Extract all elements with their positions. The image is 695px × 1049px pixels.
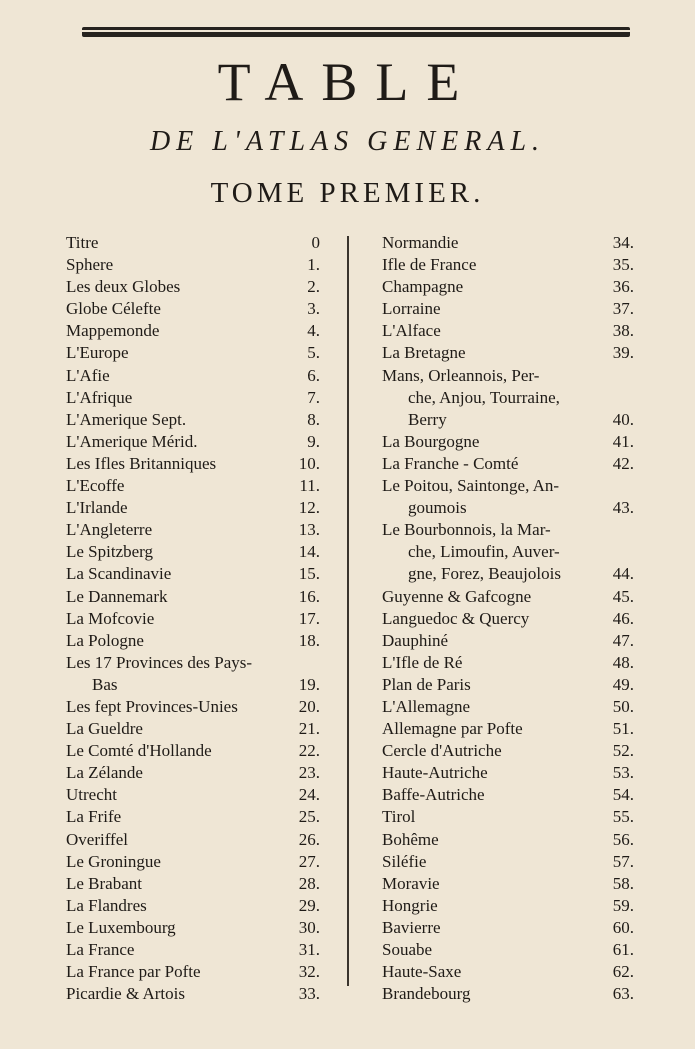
entry-page-number: 14. (298, 542, 320, 562)
index-entry (66, 740, 320, 762)
entry-page-number: 36. (612, 277, 634, 297)
entry-page-number: 19. (298, 674, 320, 694)
entry-page-number: 51. (612, 719, 634, 739)
index-entry (382, 541, 634, 563)
entry-label: Brandebourg (382, 984, 471, 1004)
index-entry (382, 806, 634, 828)
entry-page-number (600, 475, 634, 497)
entry-page-number: 48. (612, 652, 634, 672)
index-entry (382, 586, 634, 608)
entry-label: Globe Célefte (66, 299, 161, 319)
top-ornamental-rule (82, 27, 630, 37)
index-entry (382, 431, 634, 453)
entry-page-number: 1. (307, 255, 320, 275)
entry-page-number: 57. (612, 851, 634, 871)
index-entry (66, 475, 320, 497)
entry-page-number: 45. (612, 586, 634, 606)
entry-page-number: 23. (298, 763, 320, 783)
index-entry (382, 608, 634, 630)
entry-page-number: 29. (298, 895, 320, 915)
entry-label: Hongrie (382, 895, 438, 915)
index-entry (382, 740, 634, 762)
entry-label: che, Anjou, Tourraine, (408, 387, 560, 407)
entry-label: Normandie (382, 233, 459, 252)
index-entry (382, 453, 634, 475)
entry-page-number: 11. (299, 476, 320, 496)
index-entry (382, 895, 634, 917)
index-entry (66, 320, 320, 342)
entry-label: La Pologne (66, 630, 144, 650)
index-entry (382, 387, 634, 409)
entry-label: Le Spitzberg (66, 542, 154, 562)
index-entry (382, 475, 634, 497)
index-entry (66, 497, 320, 519)
index-entry (66, 829, 320, 851)
column-divider (347, 236, 349, 986)
index-entry (66, 917, 320, 939)
volume-heading: TOME PREMIER. (210, 177, 485, 209)
entry-page-number: 25. (298, 807, 320, 827)
entry-label: La France (66, 940, 135, 959)
entry-page-number: 22. (298, 741, 320, 761)
entry-label: L'Angleterre (66, 520, 153, 540)
entry-page-number: 38. (612, 321, 634, 341)
entry-label: Les deux Globes (66, 277, 181, 297)
index-entry (66, 541, 320, 563)
index-entry (66, 409, 320, 431)
index-entry (382, 718, 634, 740)
entry-label: L'Allemagne (382, 696, 471, 716)
entry-label: Cercle d'Autriche (382, 741, 502, 761)
entry-page-number: 58. (612, 873, 634, 893)
index-entry (66, 453, 320, 475)
entry-page-number: 16. (298, 586, 320, 606)
index-entry (66, 674, 320, 696)
entry-label: Utrecht (66, 785, 117, 805)
index-entry (382, 829, 634, 851)
entry-label: Champagne (382, 277, 464, 297)
entry-label: L'Ecoffe (66, 476, 125, 496)
entry-page-number: 46. (612, 608, 634, 628)
index-entry (66, 806, 320, 828)
index-entry (66, 873, 320, 895)
page-title: TABLE (217, 52, 478, 112)
entry-page-number: 61. (612, 940, 634, 959)
index-entry (66, 895, 320, 917)
index-entry (382, 873, 634, 895)
entry-label: Bavierre (382, 917, 441, 937)
index-entry (382, 254, 634, 276)
entry-label: La Scandinavie (66, 564, 172, 584)
entry-page-number: 40. (612, 409, 634, 429)
entry-label: Souabe (382, 940, 433, 959)
index-entry (382, 917, 634, 939)
index-entry (66, 608, 320, 630)
entry-label: Plan de Paris (382, 674, 471, 694)
entry-label: Haute-Autriche (382, 763, 488, 783)
entry-page-number: 10. (298, 453, 320, 473)
entry-page-number (600, 365, 634, 387)
entry-page-number: 6. (307, 365, 320, 385)
index-entry (66, 276, 320, 298)
entry-label: Les fept Provinces-Unies (66, 696, 238, 716)
index-entry (66, 696, 320, 718)
entry-label: Moravie (382, 873, 440, 893)
entry-page-number: 21. (298, 719, 320, 739)
entry-label: Bas (92, 674, 118, 694)
entry-page-number: 18. (298, 630, 320, 650)
entry-label: Le Groningue (66, 851, 161, 871)
index-entry (382, 630, 634, 652)
index-entry (382, 851, 634, 873)
entry-page-number: 31. (298, 940, 320, 959)
entry-page-number (600, 541, 634, 563)
index-entry (66, 983, 320, 1005)
index-entry (66, 387, 320, 409)
entry-label: Sphere (66, 255, 114, 275)
index-entry (382, 939, 634, 961)
entry-label: Titre (66, 233, 99, 252)
entry-page-number: 35. (612, 255, 634, 275)
entry-page-number: 33. (298, 984, 320, 1004)
index-entry (382, 519, 634, 541)
index-entry (66, 232, 320, 254)
index-entry (66, 519, 320, 541)
entry-page-number: 52. (612, 741, 634, 761)
index-entry (66, 718, 320, 740)
index-entry (382, 983, 634, 1005)
entry-page-number: 54. (612, 785, 634, 805)
entry-page-number: 42. (612, 453, 634, 473)
entry-page-number: 56. (612, 829, 634, 849)
entry-label: Berry (408, 409, 447, 429)
index-entry (382, 276, 634, 298)
entry-label: Bohême (382, 829, 439, 849)
entry-label: Haute-Saxe (382, 962, 462, 982)
entry-label: Dauphiné (382, 630, 449, 650)
entry-label: La Frife (66, 807, 122, 827)
entry-label: Overiffel (66, 829, 128, 849)
entry-page-number: 8. (307, 409, 320, 429)
entry-page-number: 13. (298, 520, 320, 540)
entry-page-number: 17. (298, 608, 320, 628)
entry-page-number: 39. (612, 343, 634, 363)
index-entry (382, 365, 634, 387)
index-entry (66, 298, 320, 320)
index-entry (382, 320, 634, 342)
index-entry (66, 365, 320, 387)
entry-page-number: 30. (298, 917, 320, 937)
index-entry (382, 652, 634, 674)
entry-label: L'Afrique (66, 387, 133, 407)
index-entry (66, 762, 320, 784)
entry-page-number (286, 652, 320, 674)
entry-label: La Zélande (66, 763, 143, 783)
index-entry (382, 409, 634, 431)
entry-page-number: 62. (612, 962, 634, 982)
entry-page-number: 63. (612, 984, 634, 1004)
entry-page-number: 34. (612, 233, 634, 252)
entry-label: Tirol (382, 807, 416, 827)
index-entry (382, 674, 634, 696)
index-entry (382, 342, 634, 364)
entry-label: che, Limoufin, Auver- (408, 542, 560, 562)
entry-page-number: 49. (612, 674, 634, 694)
entry-page-number: 20. (298, 696, 320, 716)
index-column-right (382, 232, 634, 1005)
index-entry (66, 784, 320, 806)
entry-label: La Flandres (66, 895, 147, 915)
entry-page-number: 27. (298, 851, 320, 871)
entry-label: Ifle de France (382, 255, 477, 275)
entry-label: La Gueldre (66, 719, 143, 739)
entry-page-number: 37. (612, 299, 634, 319)
entry-page-number: 47. (612, 630, 634, 650)
entry-page-number: 24. (298, 785, 320, 805)
entry-page-number: 12. (298, 498, 320, 518)
entry-label: Les Ifles Britanniques (66, 453, 217, 473)
index-entry (66, 630, 320, 652)
index-entry (382, 961, 634, 983)
entry-label: Mappemonde (66, 321, 160, 341)
entry-page-number: 15. (298, 564, 320, 584)
entry-page-number: 55. (612, 807, 634, 827)
entry-label: L'Europe (66, 343, 129, 363)
entry-label: Allemagne par Pofte (382, 719, 523, 739)
entry-label: Le Brabant (66, 873, 142, 893)
entry-page-number: 32. (298, 962, 320, 982)
entry-label: Le Comté d'Hollande (66, 741, 212, 761)
entry-page-number: 4. (307, 321, 320, 341)
entry-label: Le Poitou, Saintonge, An- (382, 476, 560, 496)
entry-page-number: 41. (612, 431, 634, 451)
entry-label: Le Dannemark (66, 586, 168, 606)
entry-page-number: 28. (298, 873, 320, 893)
entry-label: Le Luxembourg (66, 917, 176, 937)
entry-page-number: 59. (612, 895, 634, 915)
entry-label: Picardie & Artois (66, 984, 185, 1004)
index-entry (66, 586, 320, 608)
entry-label: La France par Pofte (66, 962, 201, 982)
entry-label: Les 17 Provinces des Pays- (66, 652, 253, 672)
index-entry (66, 431, 320, 453)
entry-page-number: 7. (307, 387, 320, 407)
entry-label: Mans, Orleannois, Per- (382, 365, 540, 385)
entry-label: Guyenne & Gafcogne (382, 586, 532, 606)
index-entry (382, 298, 634, 320)
index-entry (66, 851, 320, 873)
entry-label: La Mofcovie (66, 608, 155, 628)
entry-page-number: 5. (307, 343, 320, 363)
index-entry (382, 696, 634, 718)
entry-label: La Bourgogne (382, 431, 480, 451)
index-entry (66, 652, 320, 674)
entry-label: Languedoc & Quercy (382, 608, 530, 628)
entry-page-number (600, 387, 634, 409)
entry-page-number: 60. (612, 917, 634, 937)
index-entry (382, 497, 634, 519)
entry-label: L'Amerique Mérid. (66, 431, 198, 451)
entry-page-number: 50. (612, 696, 634, 716)
index-entry (382, 784, 634, 806)
index-entry (66, 342, 320, 364)
entry-label: L'Ifle de Ré (382, 652, 463, 672)
page-subtitle: DE L'ATLAS GENERAL. (149, 126, 546, 157)
entry-label: La Bretagne (382, 343, 466, 363)
entry-label: L'Amerique Sept. (66, 409, 187, 429)
entry-label: goumois (408, 498, 467, 518)
entry-page-number: 2. (307, 277, 320, 297)
entry-page-number: 44. (612, 564, 634, 584)
entry-label: L'Afie (66, 365, 110, 385)
index-entry (66, 939, 320, 961)
entry-label: Baffe-Autriche (382, 785, 485, 805)
index-entry (66, 961, 320, 983)
entry-label: Siléfie (382, 851, 427, 871)
entry-label: L'Alface (382, 321, 441, 341)
entry-page-number: 9. (307, 431, 320, 451)
index-entry (66, 563, 320, 585)
entry-label: gne, Forez, Beaujolois (408, 564, 561, 584)
entry-page-number: 43. (612, 498, 634, 518)
entry-label: L'Irlande (66, 498, 128, 518)
index-entry (66, 254, 320, 276)
entry-label: Lorraine (382, 299, 441, 319)
index-column-left (66, 232, 320, 1005)
index-entry (382, 232, 634, 254)
index-entry (382, 762, 634, 784)
entry-label: La Franche - Comté (382, 453, 519, 473)
index-entry (382, 563, 634, 585)
entry-page-number: 0 (311, 233, 320, 252)
entry-page-number: 53. (612, 763, 634, 783)
entry-page-number (600, 519, 634, 541)
entry-page-number: 3. (307, 299, 320, 319)
entry-label: Le Bourbonnois, la Mar- (382, 520, 551, 540)
entry-page-number: 26. (298, 829, 320, 849)
